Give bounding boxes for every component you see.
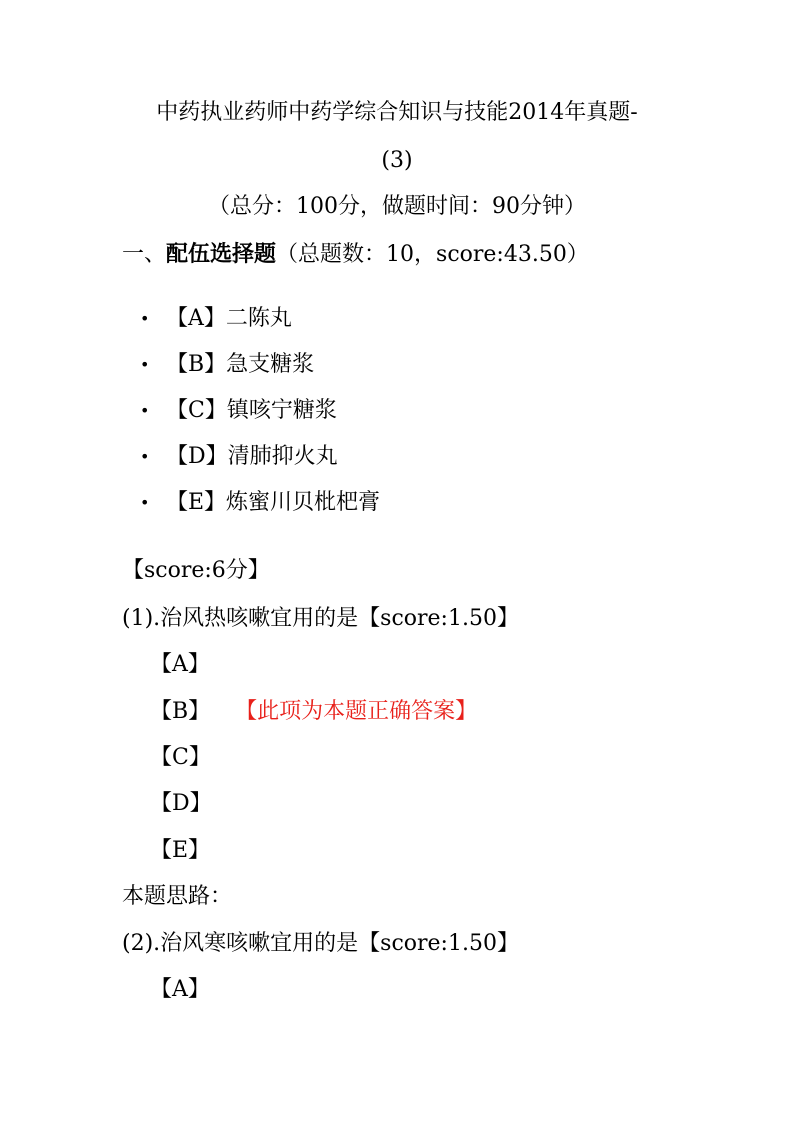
option-text: 【A】二陈丸 [166, 306, 292, 331]
section-name: 配伍选择题 [166, 242, 277, 267]
group-score: 【score:6分】 [122, 558, 270, 583]
document-title-line2: (3) [381, 148, 413, 173]
q1-answer-e: 【E】 [150, 838, 211, 863]
document-title-line1: 中药执业药师中药学综合知识与技能2014年真题- [156, 100, 638, 125]
section-heading [122, 240, 589, 270]
option-item-d [140, 442, 380, 488]
bullet-icon: • [140, 447, 150, 466]
option-list [140, 304, 380, 534]
option-item-e [140, 488, 380, 534]
q1-answer-a: 【A】 [150, 652, 210, 677]
q1-answer-b [150, 697, 477, 727]
option-text: 【D】清肺抑火丸 [166, 444, 338, 469]
bullet-icon: • [140, 355, 150, 374]
bullet-icon: • [140, 309, 150, 328]
option-text: 【B】急支糖浆 [166, 352, 315, 377]
q1-answer-d: 【D】 [150, 791, 212, 816]
question-2-text: (2).治风寒咳嗽宜用的是【score:1.50】 [122, 931, 519, 956]
bullet-icon: • [140, 401, 150, 420]
section-info: （总题数：10，score:43.50） [276, 242, 589, 267]
option-item-b [140, 350, 380, 396]
document-subtitle: （总分：100分，做题时间：90分钟） [208, 194, 586, 219]
question-1-text: (1).治风热咳嗽宜用的是【score:1.50】 [122, 606, 519, 631]
option-item-a [140, 304, 380, 350]
option-text: 【E】炼蜜川贝枇杷膏 [166, 490, 381, 515]
option-text: 【C】镇咳宁糖浆 [166, 398, 337, 423]
section-prefix: 一、 [122, 242, 167, 267]
q2-answer-a: 【A】 [150, 977, 210, 1002]
option-item-c [140, 396, 380, 442]
q1-answer-b-label: 【B】 [150, 699, 211, 724]
bullet-icon: • [140, 493, 150, 512]
correct-answer-marker: 【此项为本题正确答案】 [246, 699, 478, 724]
explanation-label: 本题思路： [122, 884, 233, 909]
q1-answer-c: 【C】 [150, 745, 211, 770]
